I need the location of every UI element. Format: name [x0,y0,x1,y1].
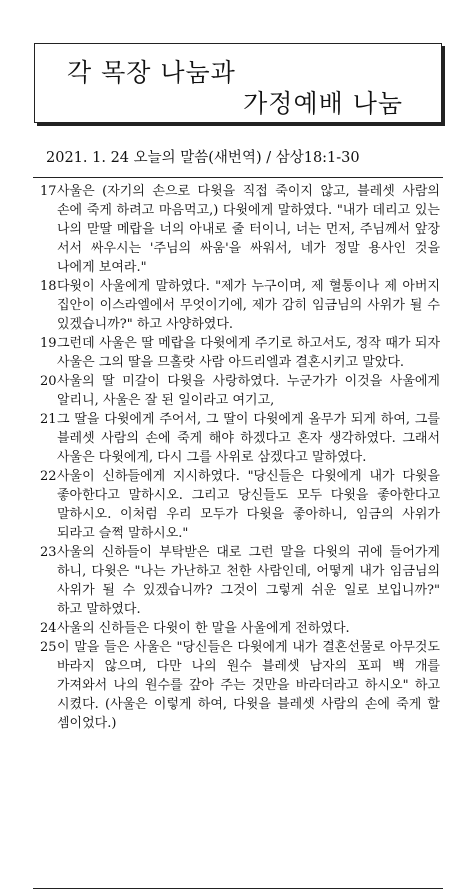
verse-24 [40,619,440,638]
verse-text: 사울의 신하들이 부탁받은 대로 그런 말을 다윗의 귀에 들어가게 하니, 다윗은 "나는 가난하고 천한 사람인데, 어떻게 내가 임금님의 사위가 될 수 있겠습니까? 그것이 그렇게 쉬운 일로 보입니까?" 하고 말하였다. [57,545,440,617]
verse-18 [40,277,440,334]
verse-22 [40,467,440,543]
verse-text: 사울이 신하들에게 지시하였다. "당신들은 다윗에게 내가 다윗을 좋아한다고 말하시오. 그리고 당신들도 모두 다윗을 좋아한다고 말하시오. 이처럼 우리 모두가 다윗을 좋아하니, 임금의 사위가 되라고 슬쩍 말하시오." [57,469,440,541]
bottom-divider [33,888,443,889]
verse-number: 19 [40,336,57,351]
title-box [34,43,442,123]
verse-text: 그 딸을 다윗에게 주어서, 그 딸이 다윗에게 올무가 되게 하여, 그를 블레셋 사람의 손에 죽게 해야 하겠다고 혼자 생각하였다. 그래서 사울은 다윗에게, 다시 그를 사위로 삼겠다고 말하였다. [57,412,440,465]
verse-text: 사울의 신하들은 다윗이 한 말을 사울에게 전하였다. [57,621,350,636]
verse-17 [40,182,440,277]
scripture-reference: 2021. 1. 24 오늘의 말씀(새번역) / 삼상18:1-30 [46,150,360,166]
verse-21 [40,410,440,467]
verse-list [40,182,440,733]
verse-25 [40,638,440,733]
verse-text: 다윗이 사울에게 말하였다. "제가 누구이며, 제 혈통이나 제 아버지 집안이 이스라엘에서 무엇이기에, 제가 감히 임금님의 사위가 될 수 있겠습니까?" 하고 사양하였다. [57,279,440,332]
verse-number: 17 [40,184,57,199]
verse-number: 20 [40,374,57,389]
verse-text: 사울은 (자기의 손으로 다윗을 직접 죽이지 않고, 블레셋 사람의 손에 죽게 하려고 마음먹고,) 다윗에게 말하였다. "내가 데리고 있는 나의 맏딸 메랍을 너의 아내로 줄 터이니, 너는 먼저, 주님께서 앞장 서서 싸우시는 '주님의 싸움'을 싸워서, 네가 정말 용사인 것을 나에게 보여라." [57,184,440,275]
verse-20 [40,372,440,410]
page-title-line1: 각 목장 나눔과 [67,58,236,87]
page-title-line2: 가정예배 나눔 [243,89,403,118]
verse-text: 그런데 사울은 딸 메랍을 다윗에게 주기로 하고서도, 정작 때가 되자 사울은 그의 딸을 므홀랏 사람 아드리엘과 결혼시키고 말았다. [57,336,440,370]
verse-text: 이 말을 들은 사울은 "당신들은 다윗에게 내가 결혼선물로 아무것도 바라지 않으며, 다만 나의 원수 블레셋 남자의 포피 백 개를 가져와서 나의 원수를 갚아 주는 것만을 바라더라고 하시오" 하고 시켰다. (사울은 이렇게 하여, 다윗을 블레셋 사람의 손에 죽게 할 셈이었다.) [57,640,440,731]
top-divider [33,177,443,178]
verse-number: 23 [40,545,57,560]
verse-number: 22 [40,469,57,484]
verse-number: 25 [40,640,57,655]
verse-23 [40,543,440,619]
verse-number: 24 [40,621,57,636]
verse-text: 사울의 딸 미갈이 다윗을 사랑하였다. 누군가가 이것을 사울에게 알리니, 사울은 잘 된 일이라고 여기고, [57,374,440,408]
verse-19 [40,334,440,372]
verse-number: 21 [40,412,57,427]
verse-number: 18 [40,279,57,294]
